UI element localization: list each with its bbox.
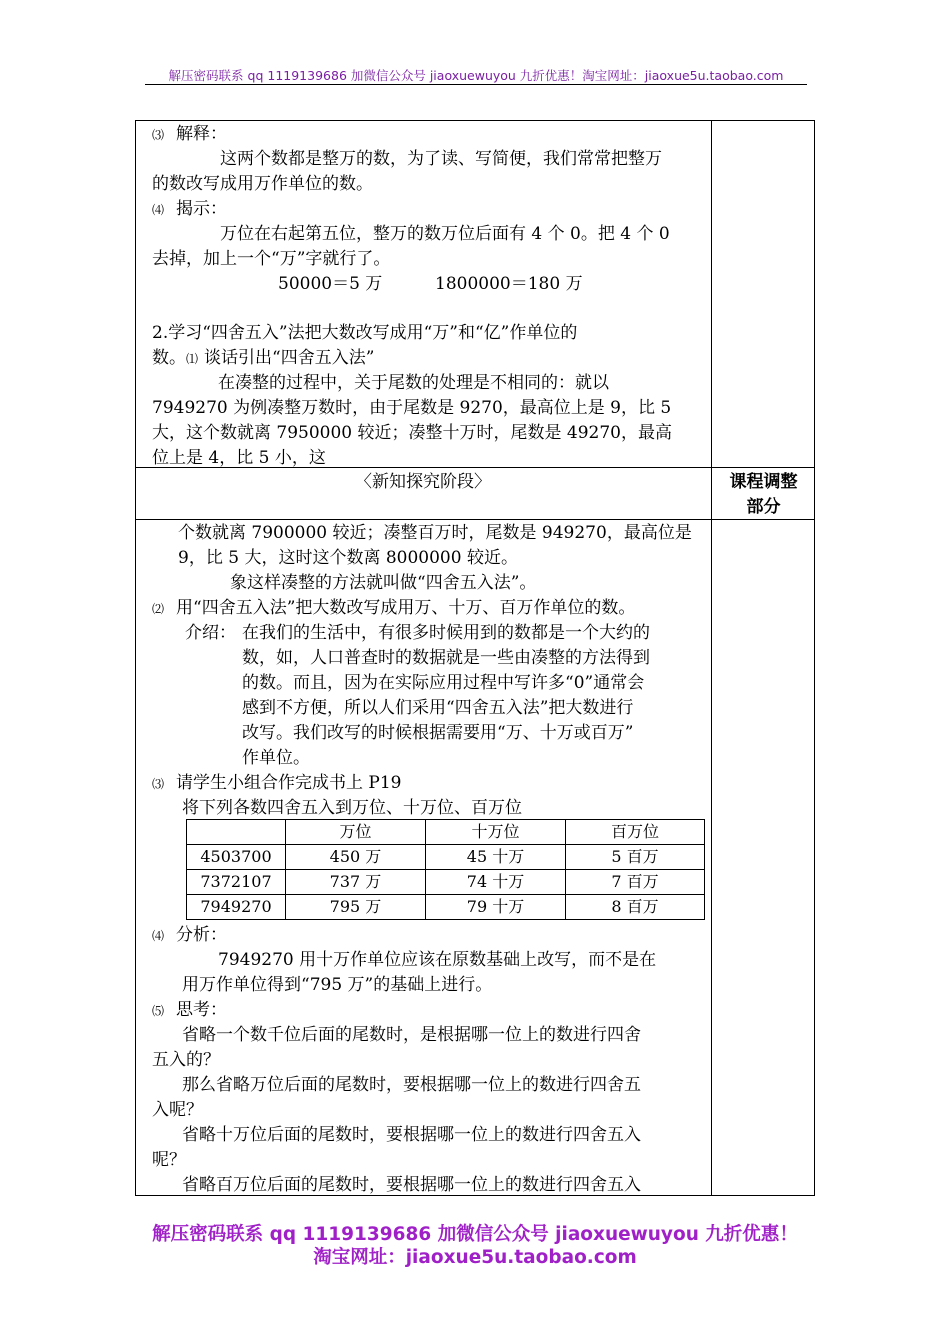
text-line: 数，如，人口普查时的数据就是一些由凑整的方法得到: [242, 648, 650, 668]
footer-watermark-line1: 解压密码联系 qq 1119139686 加微信公众号 jiaoxuewuyou 九折优惠！: [152, 1224, 798, 1245]
text-line: 7949270 为例凑整万数时，由于尾数是 9270，最高位上是 9，比 5: [152, 398, 672, 418]
text-line: 象这样凑整的方法就叫做“四舍五入法”。: [230, 573, 537, 593]
item-2-heading: ⑵ 用“四舍五入法”把大数改写成用万、十万、百万作单位的数。: [152, 598, 636, 618]
table-cell: 737 万: [286, 870, 426, 895]
adjustment-column-header: 课程调整 部分: [729, 472, 798, 517]
text-line: 大，这个数就离 7950000 较近；凑整十万时，尾数是 49270，最高: [152, 423, 673, 443]
table-cell: 4503700: [187, 845, 286, 870]
text-line: 入呢？: [152, 1100, 203, 1120]
table-cell: 45 十万: [426, 845, 566, 870]
table-cell: 百万位: [566, 820, 705, 845]
text-line: 作单位。: [242, 748, 310, 768]
example-2: 1800000＝180 万: [435, 274, 583, 294]
table-cell: 79 十万: [426, 895, 566, 920]
item-5-heading: ⑸ 思考：: [152, 1000, 228, 1020]
intro-label: 介绍：: [185, 623, 236, 643]
text-line: 9，比 5 大，这时这个数离 8000000 较近。: [178, 548, 518, 568]
table-cell: 8 百万: [566, 895, 705, 920]
table-cell: 795 万: [286, 895, 426, 920]
table-row: [187, 870, 705, 895]
text-line: 用万作单位得到“795 万”的基础上进行。: [182, 975, 493, 995]
text-line: 的数改写成用万作单位的数。: [152, 174, 373, 194]
text-line: 7949270 用十万作单位应该在原数基础上改写，而不是在: [218, 950, 657, 970]
rounding-table: [186, 819, 705, 920]
header-watermark: 解压密码联系 qq 1119139686 加微信公众号 jiaoxuewuyou 九折优惠！淘宝网址：jiaoxue5u.taobao.com: [168, 68, 784, 83]
text-line: 省略百万位后面的尾数时，要根据哪一位上的数进行四舍五入: [182, 1175, 641, 1195]
item-4-heading: ⑷ 分析：: [152, 925, 228, 945]
item-3-heading: ⑶ 请学生小组合作完成书上 P19: [152, 773, 402, 793]
table-row: [187, 845, 705, 870]
table-cell: 74 十万: [426, 870, 566, 895]
table-cell: 5 百万: [566, 845, 705, 870]
text-line: 去掉，加上一个“万”字就行了。: [152, 249, 391, 269]
text-line: 在我们的生活中，有很多时候用到的数都是一个大约的: [242, 623, 650, 643]
text-line: 五入的？: [152, 1050, 220, 1070]
item-3-heading: ⑶ 解释：: [152, 124, 228, 144]
table-cell: 十万位: [426, 820, 566, 845]
table-cell: 7372107: [187, 870, 286, 895]
text-line: 省略一个数千位后面的尾数时，是根据哪一位上的数进行四舍: [182, 1025, 641, 1045]
text-line: 那么省略万位后面的尾数时，要根据哪一位上的数进行四舍五: [182, 1075, 641, 1095]
example-1: 50000＝5 万: [278, 274, 383, 294]
text-line: 感到不方便，所以人们采用“四舍五入法”把大数进行: [242, 698, 634, 718]
item-4-heading: ⑷ 揭示：: [152, 199, 228, 219]
text-line: 在凑整的过程中，关于尾数的处理是不相同的：就以: [218, 373, 609, 393]
table-cell: 450 万: [286, 845, 426, 870]
text-line: 这两个数都是整万的数，为了读、写简便，我们常常把整万: [220, 149, 662, 169]
footer-watermark-line2: 淘宝网址：jiaoxue5u.taobao.com: [313, 1247, 637, 1268]
text-line: 个数就离 7900000 较近；凑整百万时，尾数是 949270，最高位是: [178, 523, 692, 543]
text-line: 省略十万位后面的尾数时，要根据哪一位上的数进行四舍五入: [182, 1125, 641, 1145]
column-divider: [711, 120, 712, 1196]
text-line: 的数。而且，因为在实际应用过程中写许多“0”通常会: [242, 673, 645, 693]
text-line: 将下列各数四舍五入到万位、十万位、百万位: [182, 798, 522, 818]
text-line: 位上是 4，比 5 小，这: [152, 448, 326, 468]
text-line: 改写。我们改写的时候根据需要用“万、十万或百万”: [242, 723, 634, 743]
part-2-title: 2.学习“四舍五入”法把大数改写成用“万”和“亿”作单位的: [152, 323, 578, 343]
table-cell: [187, 820, 286, 845]
table-header-row: [187, 820, 705, 845]
table-row: [187, 895, 705, 920]
table-cell: 万位: [286, 820, 426, 845]
table-cell: 7949270: [187, 895, 286, 920]
text-line: 呢？: [152, 1150, 186, 1170]
part-2-subtitle: 数。⑴ 谈话引出“四舍五入法”: [152, 348, 375, 368]
table-cell: 7 百万: [566, 870, 705, 895]
phase-title: 〈新知探究阶段〉: [355, 472, 491, 492]
header-rule: [145, 84, 807, 85]
text-line: 万位在右起第五位，整万的数万位后面有 4 个 0。把 4 个 0: [220, 224, 670, 244]
